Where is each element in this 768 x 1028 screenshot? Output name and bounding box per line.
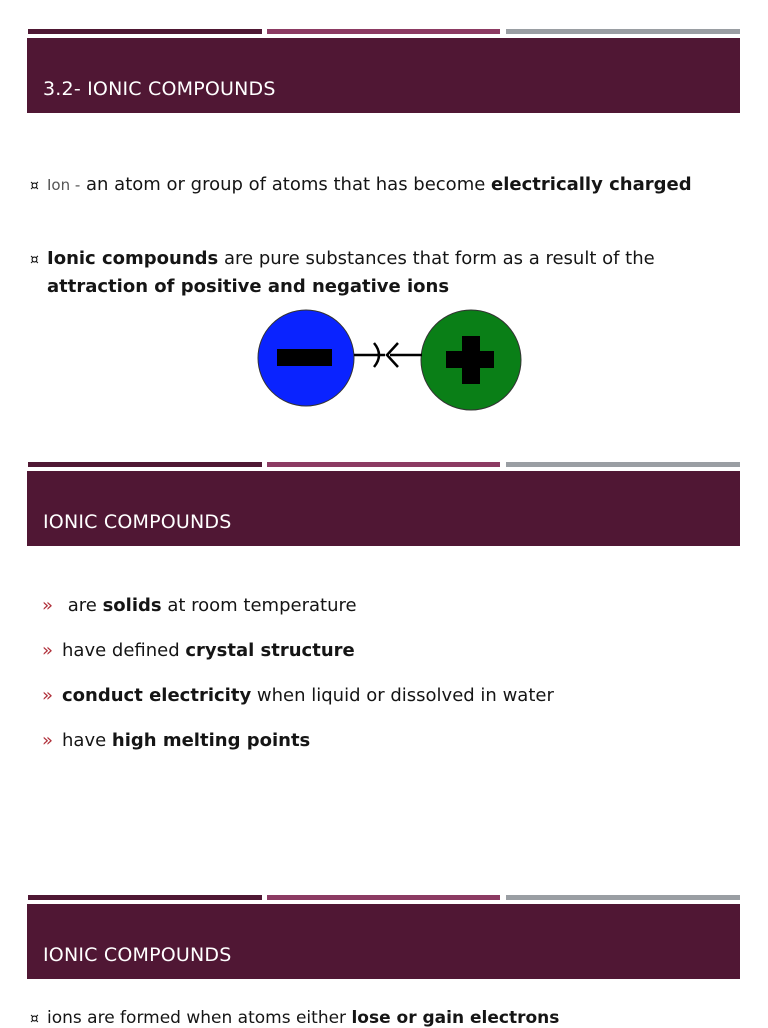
list-marker-icon: » — [42, 640, 54, 661]
accent-stripe-gray — [506, 895, 740, 900]
list-marker-icon: » — [42, 685, 54, 706]
ion-term: Ion - — [47, 176, 81, 194]
slide-title-banner — [27, 471, 740, 546]
ionic-compounds-term: Ionic compounds — [47, 248, 219, 269]
accent-stripe-mid — [267, 29, 500, 34]
accent-stripe-mid — [267, 895, 500, 900]
bullet-icon: ¤ — [30, 178, 39, 194]
accent-stripe-mid — [267, 462, 500, 467]
slide-title-banner — [27, 904, 740, 979]
ion-definition-text: an atom or group of atoms that has become — [80, 174, 492, 195]
ionic-compounds-text: are pure substances that form as a result of the — [218, 248, 655, 269]
minus-icon — [277, 349, 332, 366]
accent-stripe-dark — [28, 462, 262, 467]
slide-title: 3.2- IONIC COMPOUNDS — [43, 78, 276, 100]
list-marker-icon: » — [42, 730, 54, 751]
accent-stripe-dark — [28, 29, 262, 34]
bullet-icon: ¤ — [30, 252, 39, 268]
accent-stripe-dark — [28, 895, 262, 900]
list-item: » are solids at room temperature — [42, 595, 357, 616]
attraction-bold-text: attraction of positive and negative ions — [47, 276, 450, 297]
ion-definition-bold: electrically charged — [491, 174, 692, 195]
list-item: » have high melting points — [42, 730, 311, 751]
ions-formed-bullet: ¤ ions are formed when atoms either lose or gain electrons — [30, 1008, 560, 1028]
ionic-compounds-line2 — [47, 276, 449, 297]
list-item: » conduct electricity when liquid or dissolved in water — [42, 685, 554, 706]
slide-title: IONIC COMPOUNDS — [43, 944, 232, 966]
list-item: » have defined crystal structure — [42, 640, 355, 661]
ionic-compounds-bullet — [30, 248, 655, 269]
accent-stripe-gray — [506, 462, 740, 467]
ion-attraction-diagram — [250, 305, 530, 415]
slide-title: IONIC COMPOUNDS — [43, 511, 232, 533]
accent-stripe-gray — [506, 29, 740, 34]
slide-title-banner — [27, 38, 740, 113]
ion-definition-bullet — [30, 174, 692, 195]
bullet-icon: ¤ — [30, 1011, 39, 1027]
list-marker-icon: » — [42, 595, 54, 616]
